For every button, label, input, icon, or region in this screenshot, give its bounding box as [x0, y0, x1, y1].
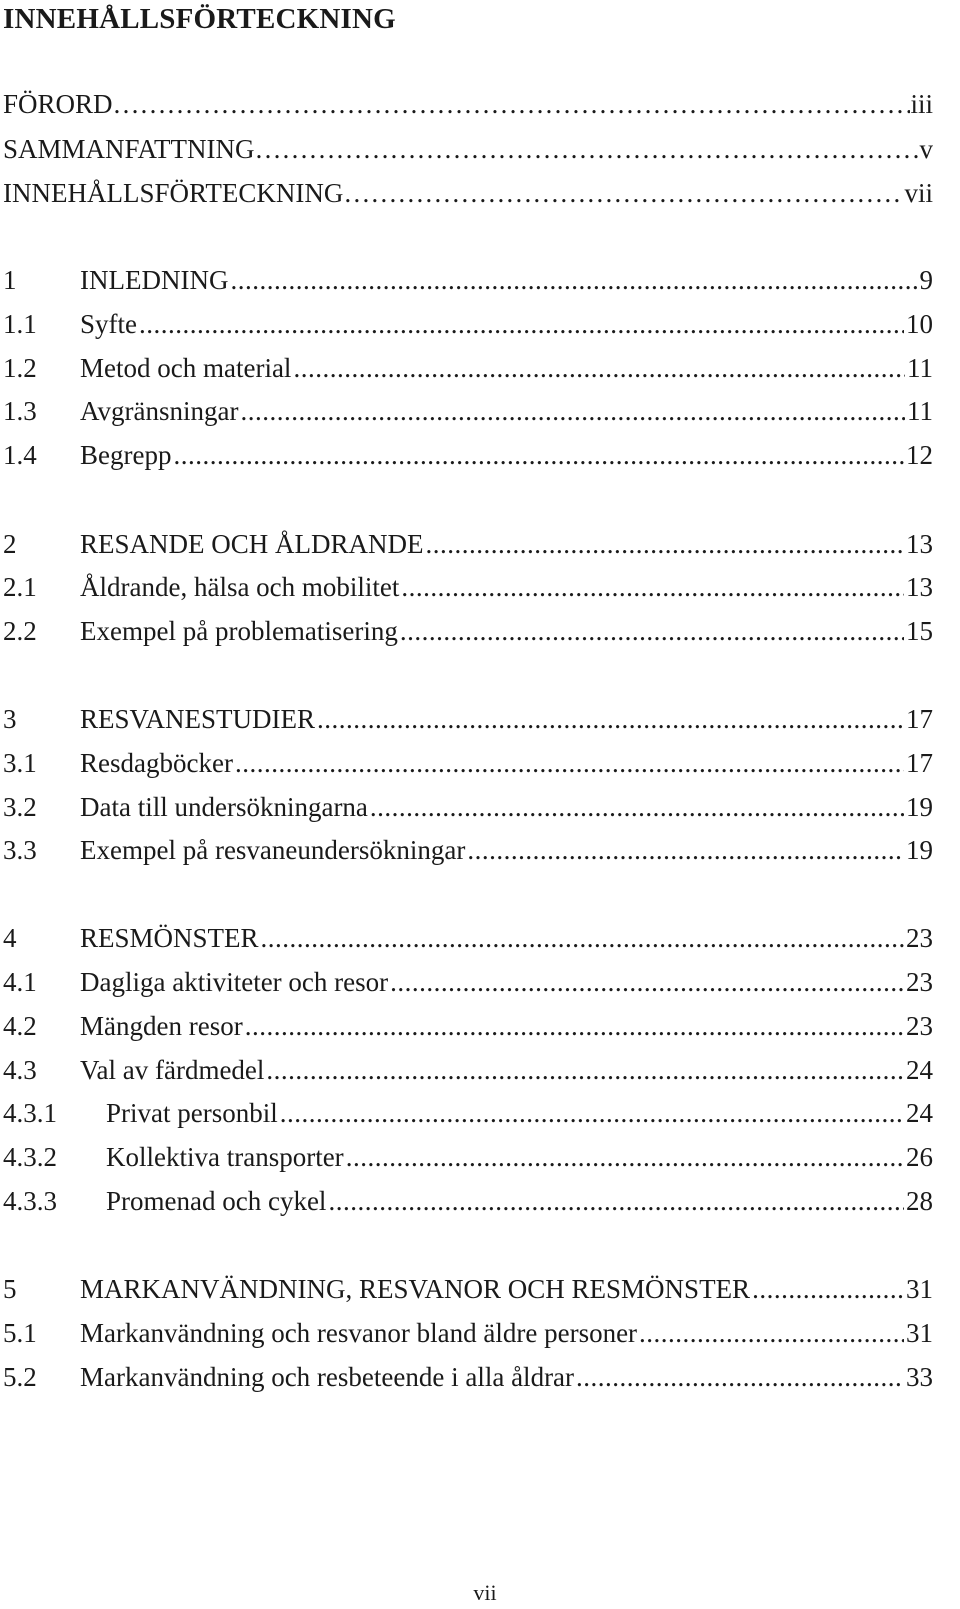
toc-entry-number: 5.1: [3, 1318, 37, 1348]
toc-leader: [280, 1093, 904, 1133]
toc-leader: [576, 1357, 904, 1397]
toc-leader: [639, 1313, 904, 1353]
toc-leader: [317, 699, 904, 739]
toc-entry-title: Begrepp: [80, 440, 172, 470]
toc-entry-number: 1: [3, 265, 17, 295]
toc-leader: [426, 524, 905, 564]
toc-leader: [230, 260, 917, 300]
toc-entry-number: 4.3.2: [3, 1142, 57, 1172]
toc-entry-number: 3: [3, 704, 17, 734]
toc-entry-page: 26: [906, 1142, 933, 1172]
toc-leader: [400, 611, 904, 651]
toc-section-5-2: [3, 1357, 933, 1397]
toc-entry-title: Resdagböcker: [80, 748, 233, 778]
page-number-footer: vii: [473, 1580, 497, 1605]
toc-entry-number: 1.2: [3, 353, 37, 383]
toc-leader: [328, 1181, 904, 1221]
toc-section-4-3: [3, 1050, 933, 1090]
toc-entry-title: SAMMANFATTNING: [3, 134, 255, 164]
toc-leader: [370, 787, 904, 827]
toc-entry-page: 10: [906, 309, 933, 339]
toc-heading: INNEHÅLLSFÖRTECKNING: [3, 3, 396, 35]
toc-chapter-4: [3, 918, 933, 958]
toc-section-1-1: [3, 304, 933, 344]
toc-entry-title: Avgränsningar: [80, 396, 239, 426]
toc-entry-page: 15: [906, 616, 933, 646]
toc-leader: [235, 743, 904, 783]
toc-entry-number: 5: [3, 1274, 17, 1304]
toc-entry-title: Dagliga aktiviteter och resor: [80, 967, 389, 997]
toc-entry-page: vii: [904, 178, 933, 208]
toc-leader: [173, 435, 904, 475]
toc-section-4-2: [3, 1006, 933, 1046]
toc-entry-title: INLEDNING: [80, 265, 229, 295]
toc-entry-title: INNEHÅLLSFÖRTECKNING: [3, 178, 344, 208]
toc-entry-number: 5.2: [3, 1362, 37, 1392]
toc-entry-number: 4: [3, 923, 17, 953]
toc-entry-innehallsforteckning: [3, 173, 933, 213]
toc-entry-page: 23: [906, 923, 933, 953]
toc-entry-page: 31: [906, 1274, 933, 1304]
toc-leader: [240, 391, 905, 431]
toc-entry-page: v: [919, 134, 933, 164]
toc-entry-page: 33: [906, 1362, 933, 1392]
toc-leader: [343, 173, 904, 213]
toc-entry-page: 28: [906, 1186, 933, 1216]
toc-entry-title: Metod och material: [80, 353, 292, 383]
toc-subsection-4-3-2: [3, 1137, 933, 1177]
toc-entry-page: 19: [906, 792, 933, 822]
toc-entry-title: Mängden resor: [80, 1011, 243, 1041]
toc-entry-title: Val av färdmedel: [80, 1055, 265, 1085]
toc-entry-title: RESVANESTUDIER: [80, 704, 316, 734]
toc-entry-page: 23: [906, 1011, 933, 1041]
toc-entry-number: 4.1: [3, 967, 37, 997]
toc-entry-page: 12: [906, 440, 933, 470]
toc-entry-number: 2: [3, 529, 17, 559]
toc-leader: [752, 1269, 904, 1309]
toc-subsection-4-3-1: [3, 1093, 933, 1133]
toc-section-4-1: [3, 962, 933, 1002]
toc-entry-page: 13: [906, 529, 933, 559]
toc-entry-number: 4.3: [3, 1055, 37, 1085]
toc-leader: [255, 129, 920, 169]
toc-entry-page: 11: [907, 396, 933, 426]
toc-section-1-3: [3, 391, 933, 431]
toc-entry-page: 9: [919, 265, 933, 295]
toc-section-1-2: [3, 348, 933, 388]
toc-section-2-2: [3, 611, 933, 651]
toc-entry-number: 1.3: [3, 396, 37, 426]
toc-entry-number: 4.3.1: [3, 1098, 57, 1128]
toc-entry-number: 1.1: [3, 309, 37, 339]
toc-entry-title: Kollektiva transporter: [106, 1142, 344, 1172]
toc-entry-number: 2.1: [3, 572, 37, 602]
toc-entry-title: FÖRORD: [3, 89, 113, 119]
toc-entry-number: 3.2: [3, 792, 37, 822]
toc-entry-title: Markanvändning och resbeteende i alla åldrar: [80, 1362, 575, 1392]
toc-entry-number: 3.3: [3, 835, 37, 865]
toc-entry-title: MARKANVÄNDNING, RESVANOR OCH RESMÖNSTER: [80, 1274, 751, 1304]
toc-section-5-1: [3, 1313, 933, 1353]
toc-entry-number: 3.1: [3, 748, 37, 778]
toc-leader: [293, 348, 905, 388]
toc-entry-page: 17: [906, 748, 933, 778]
toc-section-3-2: [3, 787, 933, 827]
toc-leader: [266, 1050, 904, 1090]
toc-entry-title: RESMÖNSTER: [80, 923, 259, 953]
toc-entry-title: Privat personbil: [106, 1098, 278, 1128]
toc-entry-page: 13: [906, 572, 933, 602]
toc-entry-title: Promenad och cykel: [106, 1186, 327, 1216]
toc-entry-title: Exempel på problematisering: [80, 616, 398, 646]
toc-entry-title: Åldrande, hälsa och mobilitet: [80, 572, 400, 602]
toc-entry-title: Exempel på resvaneundersökningar: [80, 835, 466, 865]
toc-entry-page: 23: [906, 967, 933, 997]
toc-entry-page: iii: [910, 89, 933, 119]
toc-chapter-2: [3, 524, 933, 564]
toc-leader: [139, 304, 904, 344]
toc-leader: [261, 918, 904, 958]
toc-subsection-4-3-3: [3, 1181, 933, 1221]
toc-entry-page: 11: [907, 353, 933, 383]
toc-entry-title: RESANDE OCH ÅLDRANDE: [80, 529, 424, 559]
toc-section-3-3: [3, 830, 933, 870]
toc-entry-page: 19: [906, 835, 933, 865]
toc-section-1-4: [3, 435, 933, 475]
toc-entry-page: 24: [906, 1055, 933, 1085]
toc-chapter-1: [3, 260, 933, 300]
toc-leader: [390, 962, 904, 1002]
toc-entry-page: 17: [906, 704, 933, 734]
toc-entry-forord: [3, 84, 933, 124]
toc-entry-number: 2.2: [3, 616, 37, 646]
toc-entry-sammanfattning: [3, 129, 933, 169]
toc-leader: [245, 1006, 904, 1046]
toc-entry-title: Syfte: [80, 309, 137, 339]
toc-leader: [113, 84, 911, 124]
toc-entry-page: 31: [906, 1318, 933, 1348]
toc-entry-number: 4.2: [3, 1011, 37, 1041]
toc-leader: [401, 567, 904, 607]
toc-leader: [467, 830, 904, 870]
toc-entry-title: Markanvändning och resvanor bland äldre personer: [80, 1318, 638, 1348]
toc-leader: [346, 1137, 904, 1177]
toc-section-3-1: [3, 743, 933, 783]
toc-chapter-5: [3, 1269, 933, 1309]
toc-section-2-1: [3, 567, 933, 607]
toc-entry-title: Data till undersökningarna: [80, 792, 368, 822]
toc-entry-number: 1.4: [3, 440, 37, 470]
toc-entry-number: 4.3.3: [3, 1186, 57, 1216]
toc-entry-page: 24: [906, 1098, 933, 1128]
toc-chapter-3: [3, 699, 933, 739]
